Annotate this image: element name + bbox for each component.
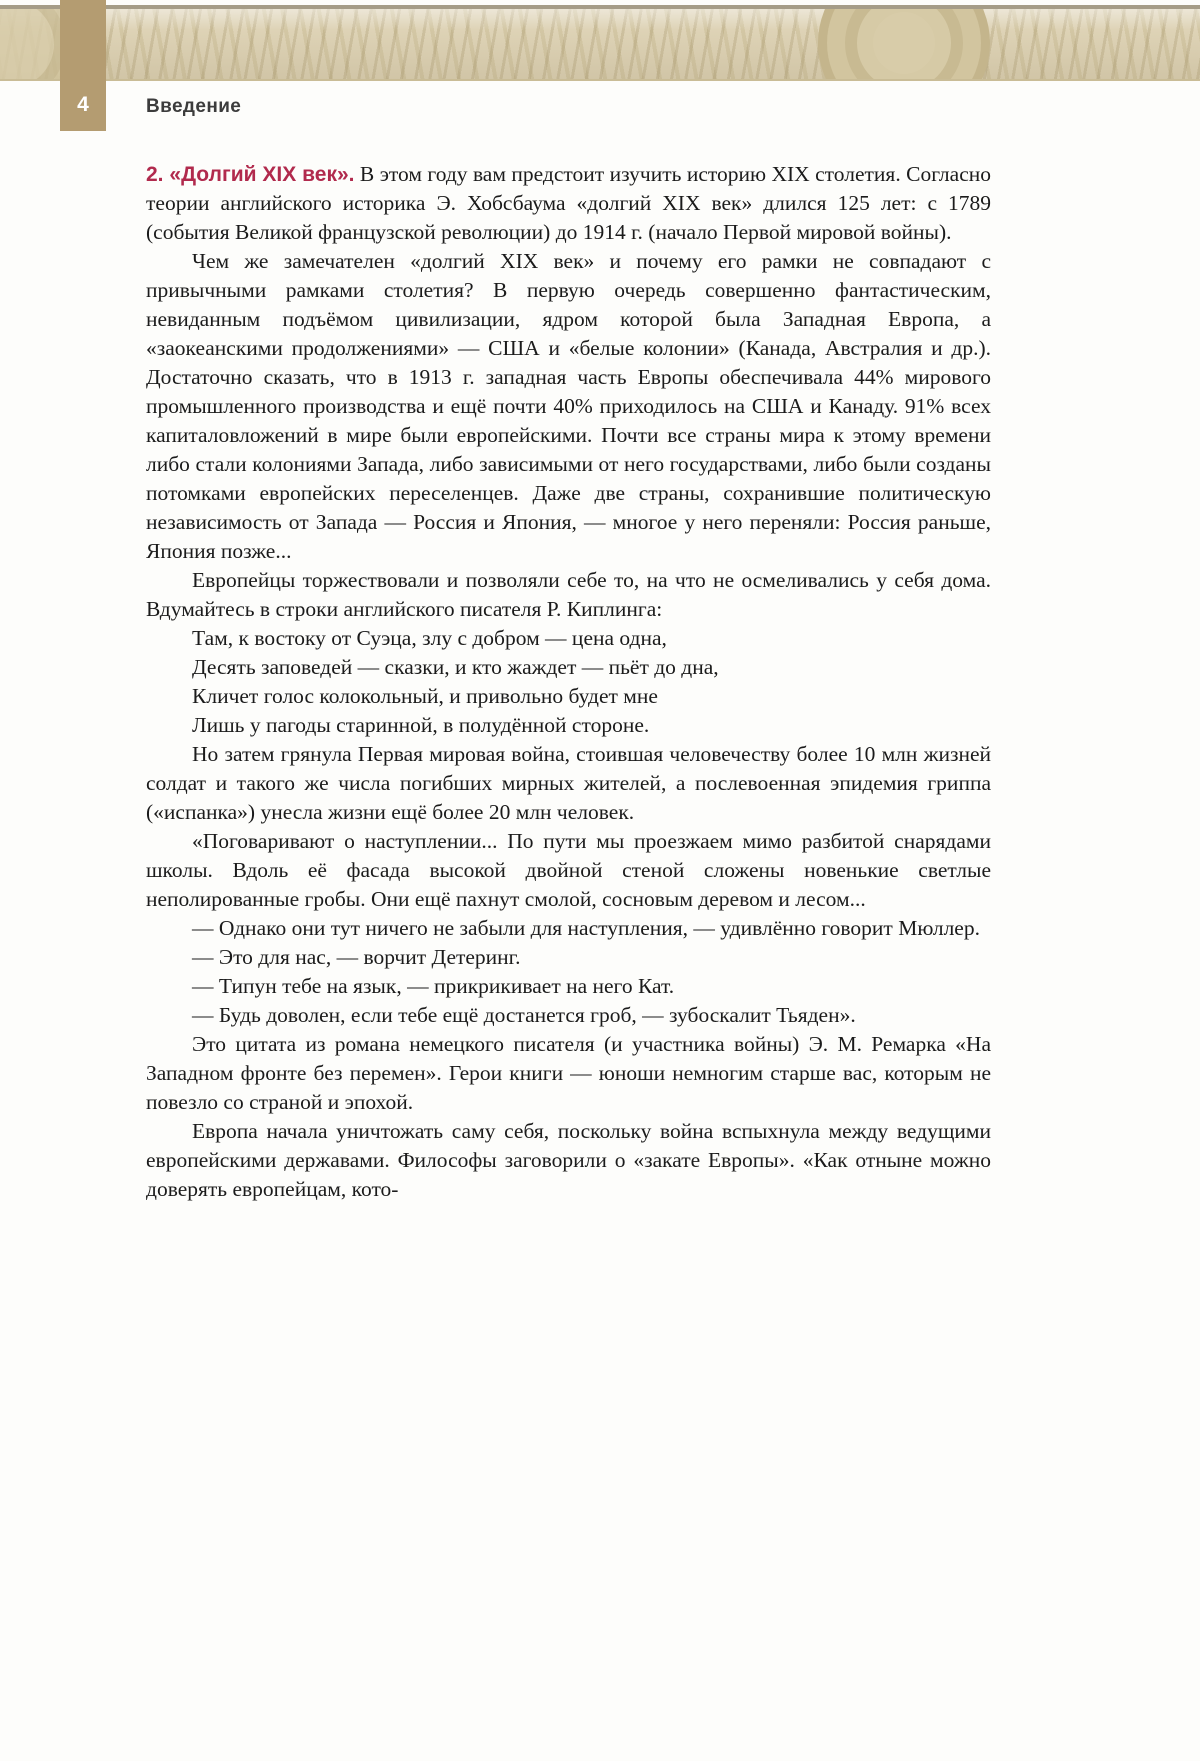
paragraph: Чем же замечателен «долгий XIX век» и почему его рамки не совпадают с привычными рамками столетия? В первую очередь совершенно фантастическим, невиданным подъёмом цивилизации, ядром которой была Западная Европа, а «заокеанскими продолжениями» — США и «белые колонии» (Канада, Австралия и др.). Достаточно сказать, что в 1913 г. западная часть Европы обеспечивала 44% мирового промышленного производства и ещё почти 40% приходилось на США и Канаду. 91% всех капиталовложений в мире были европейскими. Почти все страны мира к этому времени либо стали колониями Запада, либо зависимыми от него государствами, либо были созданы потомками европейских переселенцев. Даже две страны, сохранившие политическую независимость от Запада — Россия и Япония, — многое у него переняли: Россия раньше, Япония позже... — [146, 249, 991, 563]
page-number-tab — [60, 0, 106, 131]
verse-line: Лишь у пагоды старинной, в полудённой стороне. — [192, 713, 650, 737]
section-lead: 2. «Долгий XIX век». — [146, 163, 355, 186]
verse-line: Там, к востоку от Суэца, злу с добром — цена одна, — [192, 626, 667, 650]
paragraph-dialogue: — Однако они тут ничего не забыли для наступления, — удивлённо говорит Мюллер. — [192, 916, 980, 940]
paragraph-text: В этом году вам предстоит изучить историю XIX столетия. Согласно теории английского историка Э. Хобсбаума «долгий XIX век» длился 125 лет: с 1789 (события Великой французской революции) до 1914 г. (начало Первой мировой войны). — [146, 162, 992, 244]
verse-line: Кличет голос колокольный, и привольно будет мне — [192, 684, 658, 708]
paragraph: Но затем грянула Первая мировая война, стоившая человечеству более 10 млн жизней солдат и такого же числа погибших мирных жителей, а послевоенная эпидемия гриппа («испанка») унесла жизни ещё более 20 млн человек. — [146, 742, 991, 824]
paragraph: Это цитата из романа немецкого писателя (и участника войны) Э. М. Ремарка «На Западном фронте без перемен». Герои книги — юноши немногим старше вас, которым не повезло со страной и эпохой. — [146, 1032, 991, 1114]
verse-line: Десять заповедей — сказки, и кто жаждет — пьёт до дна, — [192, 655, 719, 679]
kipling-verse — [146, 624, 991, 740]
page-number: 4 — [77, 93, 89, 116]
paragraph: «Поговаривают о наступлении... По пути мы проезжаем мимо разбитой снарядами школы. Вдоль её фасада высокой двойной стеной сложены новенькие светлые неполированные гробы. Они ещё пахнут смолой, сосновым деревом и лесом... — [146, 829, 991, 911]
paragraph: Европа начала уничтожать саму себя, поскольку война вспыхнула между ведущими европейскими державами. Философы заговорили о «закате Европы». «Как отныне можно доверять европейцам, кото- — [146, 1119, 991, 1201]
paragraph-dialogue: — Это для нас, — ворчит Детеринг. — [192, 945, 521, 969]
running-header: Введение — [146, 96, 242, 117]
ornament-band — [0, 5, 1200, 81]
body-text — [146, 160, 991, 1204]
paragraph-intro — [146, 160, 991, 247]
paragraph: Европейцы торжествовали и позволяли себе то, на что не осмеливались у себя дома. Вдумайтесь в строки английского писателя Р. Киплинга: — [146, 568, 991, 621]
laurel-medallion-right — [818, 5, 990, 81]
paragraph-dialogue: — Типун тебе на язык, — прикрикивает на него Кат. — [192, 974, 675, 998]
paragraph-dialogue: — Будь доволен, если тебе ещё достанется гроб, — зубоскалит Тьяден». — [192, 1003, 856, 1027]
